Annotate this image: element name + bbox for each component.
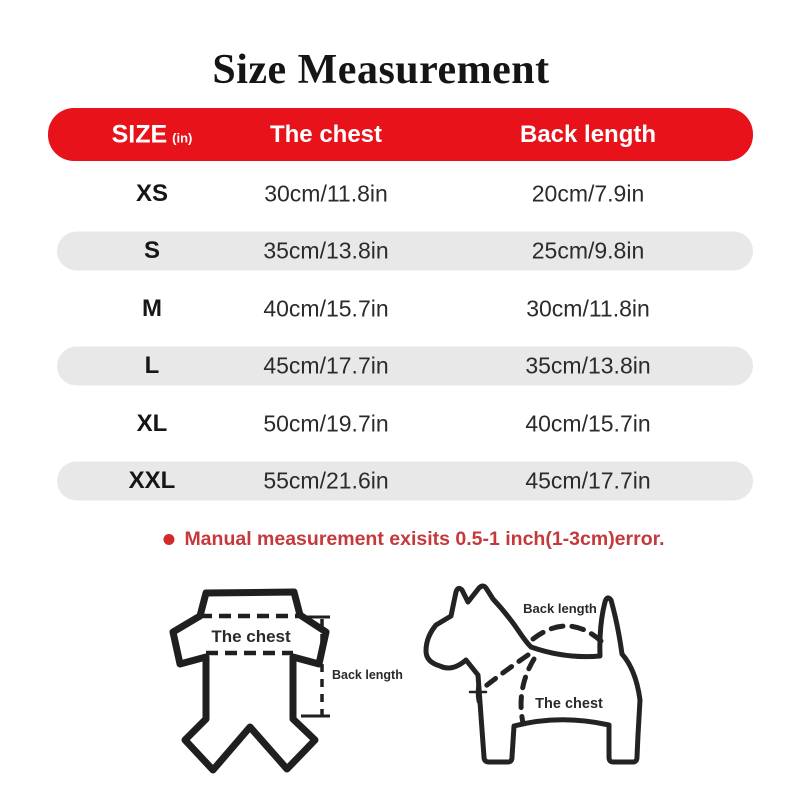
table-row-xs [48, 165, 753, 222]
back-value: 45cm/17.7in [525, 467, 651, 493]
dog-back-dash [533, 626, 601, 641]
row-stripe [57, 231, 753, 270]
garment-back-label: Back length [332, 668, 403, 682]
back-value: 35cm/13.8in [525, 352, 651, 378]
header-size-label: SIZE [111, 120, 168, 148]
back-value: 25cm/9.8in [531, 237, 645, 263]
table-row-s [48, 222, 753, 279]
header-size [112, 120, 193, 149]
back-value: 20cm/7.9in [531, 180, 645, 206]
garment-diagram [130, 580, 410, 795]
size-value: L [144, 351, 160, 379]
chest-value: 35cm/13.8in [263, 237, 389, 263]
chest-value: 45cm/17.7in [263, 352, 389, 378]
size-value: XL [136, 409, 168, 437]
dog-diagram [400, 575, 700, 800]
size-value: XS [135, 179, 169, 207]
table-row-l [48, 337, 753, 394]
collar-tag [470, 683, 486, 702]
chest-value: 30cm/11.8in [264, 180, 388, 206]
table-row-xl [48, 395, 753, 452]
garment-outline [173, 592, 326, 770]
page-title: Size Measurement [212, 47, 550, 94]
back-value: 40cm/15.7in [525, 410, 651, 436]
size-value: M [142, 294, 162, 322]
size-value: XXL [128, 466, 176, 494]
chest-value: 50cm/19.7in [263, 410, 389, 436]
dog-chest-dash-back [521, 659, 534, 723]
table-row-m [48, 280, 753, 337]
size-value: S [143, 236, 161, 264]
dog-back-label: Back length [523, 601, 597, 616]
back-value: 30cm/11.8in [526, 295, 650, 321]
garment-chest-label: The chest [211, 627, 291, 646]
table-row-xxl [48, 452, 753, 509]
header-chest: The chest [269, 120, 383, 148]
header-back-length: Back length [519, 120, 657, 148]
dog-chest-label: The chest [535, 696, 603, 712]
chest-value: 40cm/15.7in [263, 295, 389, 321]
measurement-note [163, 528, 664, 551]
size-table-header [48, 108, 753, 161]
bullet-icon [163, 534, 174, 545]
measurement-note-text: Manual measurement exisits 0.5-1 inch(1-3cm)error. [184, 528, 665, 550]
header-size-unit: (in) [172, 130, 193, 145]
chest-value: 55cm/21.6in [263, 467, 389, 493]
